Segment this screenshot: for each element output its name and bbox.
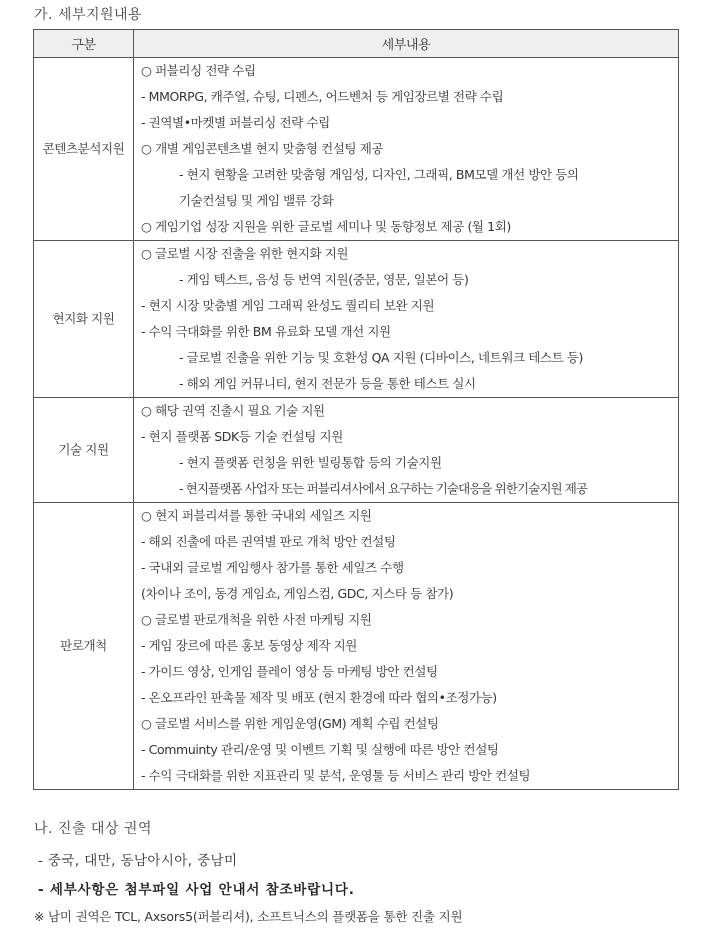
- section-heading-detail-support: 가. 세부지원내용: [34, 7, 143, 23]
- content-cell: [134, 241, 679, 398]
- content-line: ○ 퍼블리싱 전략 수립: [141, 63, 256, 78]
- category-label: 현지화 지원: [52, 311, 115, 326]
- content-line: - Commuinty 관리/운영 및 이벤트 기획 및 실행에 따른 방안 컨설팅: [141, 742, 499, 757]
- content-line: ○ 해당 권역 진출시 필요 기술 지원: [141, 403, 325, 418]
- content-line: - 현지플랫폼 사업자 또는 퍼블리셔사에서 요구하는 기술대응을 위한기술지원 제공: [179, 481, 588, 496]
- attachment-reference-line: - 세부사항은 첨부파일 사업 안내서 참조바랍니다.: [38, 882, 355, 898]
- header-content: 세부내용: [134, 30, 679, 58]
- content-line: - 해외 게임 커뮤니티, 현지 전문가 등을 통한 테스트 실시: [179, 376, 476, 391]
- content-line: (차이나 조이, 동경 게임쇼, 게임스컴, GDC, 지스타 등 참가): [141, 586, 454, 601]
- content-line: - 현지 플랫폼 런칭을 위한 빌링통합 등의 기술지원: [179, 455, 442, 470]
- content-line: - 국내외 글로벌 게임행사 참가를 통한 세일즈 수행: [141, 560, 404, 575]
- content-line: - 해외 진출에 따른 권역별 판로 개척 방안 컨설팅: [141, 534, 396, 549]
- content-line: - 게임 장르에 따른 홍보 동영상 제작 지원: [141, 638, 357, 653]
- content-line: - 온오프라인 판촉물 제작 및 배포 (현지 환경에 따라 협의•조정가능): [141, 690, 497, 705]
- content-line: ○ 개별 게임콘텐츠별 현지 맞춤형 컨설팅 제공: [141, 141, 384, 156]
- content-line: ○ 게임기업 성장 지원을 위한 글로벌 세미나 및 동향정보 제공 (월 1회): [141, 219, 511, 234]
- content-line: - 글로벌 진출을 위한 기능 및 호환성 QA 지원 (디바이스, 네트워크 테스트 등): [179, 350, 584, 365]
- table-row-tech-support: [34, 398, 679, 503]
- category-cell: [34, 58, 134, 241]
- south-america-note: ※ 남미 권역은 TCL, Axsors5(퍼블리셔), 소프트닉스의 플랫폼을 통한 진출 지원: [34, 909, 463, 924]
- content-line: - 수익 극대화를 위한 지표관리 및 분석, 운영툴 등 서비스 관리 방안 컨설팅: [141, 768, 531, 783]
- content-line: - 가이드 영상, 인게임 플레이 영상 등 마케팅 방안 컨설팅: [141, 664, 438, 679]
- content-line: - MMORPG, 캐주얼, 슈팅, 디펜스, 어드벤처 등 게임장르별 전략 수립: [141, 89, 504, 104]
- content-line: - 권역별•마켓별 퍼블리싱 전략 수립: [141, 115, 330, 130]
- category-cell: [34, 503, 134, 790]
- content-line: ○ 글로벌 판로개척을 위한 사전 마케팅 지원: [141, 612, 372, 627]
- content-line: 기술컨설팅 및 게임 밸류 강화: [179, 193, 334, 208]
- category-label: 콘텐츠분석지원: [42, 141, 125, 156]
- table-row-content-analysis: [34, 58, 679, 241]
- table-row-market-development: [34, 503, 679, 790]
- content-cell: [134, 398, 679, 503]
- content-line: - 현지 플랫폼 SDK등 기술 컨설팅 지원: [141, 429, 343, 444]
- header-category: 구분: [34, 30, 134, 58]
- table-header-row: [34, 30, 679, 58]
- category-label: 판로개척: [60, 638, 107, 653]
- content-cell: [134, 503, 679, 790]
- category-cell: [34, 398, 134, 503]
- table-row-localization: [34, 241, 679, 398]
- section-heading-target-regions: 나. 진출 대상 권역: [34, 821, 152, 837]
- content-line: ○ 글로벌 서비스를 위한 게임운영(GM) 계획 수립 컨설팅: [141, 716, 439, 731]
- content-line: - 게임 텍스트, 음성 등 번역 지원(중문, 영문, 일본어 등): [179, 272, 469, 287]
- content-line: - 현지 현황을 고려한 맞춤형 게임성, 디자인, 그래픽, BM모델 개선 방안 등의: [179, 167, 579, 182]
- category-label: 기술 지원: [58, 442, 109, 457]
- content-cell: [134, 58, 679, 241]
- category-cell: [34, 241, 134, 398]
- content-line: - 현지 시장 맞춤별 게임 그래픽 완성도 퀄리티 보완 지원: [141, 298, 435, 313]
- content-line: ○ 글로벌 시장 진출을 위한 현지화 지원: [141, 246, 349, 261]
- content-line: - 수익 극대화를 위한 BM 유료화 모델 개선 지원: [141, 324, 391, 339]
- support-detail-table: [33, 29, 679, 790]
- content-line: ○ 현지 퍼블리셔를 통한 국내외 세일즈 지원: [141, 508, 372, 523]
- target-regions-line: - 중국, 대만, 동남아시아, 중남미: [38, 853, 238, 869]
